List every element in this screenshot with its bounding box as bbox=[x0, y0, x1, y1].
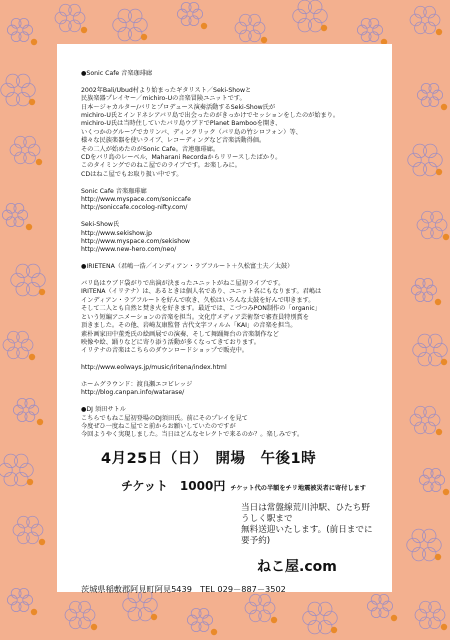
flower-icon bbox=[113, 9, 148, 41]
iriteana-line: 素朴画家田中董禿氏の絵画展での演奏、そして舞踊舞台の音楽制作など bbox=[81, 330, 279, 338]
sonic-name: Sonic Cafe 音楽珈琲廊 bbox=[81, 187, 147, 195]
dot-icon bbox=[331, 627, 337, 633]
flower-icon bbox=[417, 211, 449, 240]
flower-icon bbox=[177, 2, 207, 29]
iriteana-line: イリテナの音楽はこちらのダウンロードショップで販売中。 bbox=[81, 347, 248, 355]
flower-icon bbox=[357, 18, 387, 45]
sonic-line: michiro-U氏は当時住していたバリ島ウブドでPlanet Bambooを開き、 bbox=[81, 120, 282, 128]
dot-icon bbox=[29, 354, 35, 360]
sonic-cafe-section bbox=[81, 70, 378, 255]
flower-icon bbox=[293, 0, 328, 32]
home-ground-label: ホームグラウンド：渡良瀬エコビレッジ bbox=[81, 380, 193, 388]
flower-icon bbox=[410, 6, 442, 35]
sonic-line: CDはねこ屋でもお取り扱い中です。 bbox=[81, 170, 183, 178]
seki-link[interactable]: http://www.new-hero.com/neo/ bbox=[81, 246, 177, 254]
access-info bbox=[241, 503, 378, 547]
flower-icon bbox=[10, 136, 42, 165]
access-line: 当日は常盤線荒川沖駅、ひたち野うしく駅まで bbox=[241, 502, 370, 524]
sonic-line: 2002年Bali/Ubud村より始まったギタリスト／Seki-Showと bbox=[81, 86, 252, 94]
seki-name: Seki-Show氏 bbox=[81, 221, 120, 229]
seki-link[interactable]: http://www.myspace.com/sekishow bbox=[81, 238, 190, 246]
dot-icon bbox=[436, 429, 442, 435]
dot-icon bbox=[151, 614, 157, 620]
sonic-link[interactable]: http://soniccafe.cocolog-nifty.com/ bbox=[81, 204, 188, 212]
dj-line: 今度ぜひ一度ねこ屋でと前からお願いしていたのですが bbox=[81, 422, 236, 430]
dot-icon bbox=[321, 25, 327, 31]
flower-icon bbox=[65, 601, 97, 630]
dot-icon bbox=[391, 615, 397, 621]
flower-icon bbox=[11, 264, 46, 296]
flower-icon bbox=[303, 602, 338, 634]
access-line: 無料送迎いたします。(前日までに要予約) bbox=[241, 524, 373, 546]
dj-section bbox=[81, 406, 378, 440]
flower-icon bbox=[410, 406, 442, 435]
dot-icon bbox=[26, 224, 32, 230]
sonic-heading: ●Sonic Cafe 音楽珈琲廊 bbox=[81, 70, 153, 77]
flower-icon bbox=[415, 601, 447, 630]
flower-icon bbox=[245, 594, 277, 623]
sonic-line: 民族楽器プレイヤー／michiro-Uの音楽冒険ユニットです。 bbox=[81, 95, 246, 103]
flower-icon bbox=[235, 14, 267, 43]
dot-icon bbox=[201, 23, 207, 29]
sonic-line: 日本～ジャカルター/バリとプロデュース演奏活動するSeki-Show氏が bbox=[81, 103, 276, 111]
dot-icon bbox=[31, 39, 37, 45]
flower-icon bbox=[408, 144, 443, 176]
dj-line: こちらでもねこ屋初登場のDJ須田氏。前にそのプレイを見て bbox=[81, 414, 248, 422]
flower-icon bbox=[0, 454, 33, 486]
iriteana-link[interactable]: http://www.eolways.jp/music/iritena/index.html bbox=[81, 364, 227, 372]
flower-icon bbox=[367, 594, 397, 621]
sonic-line: いくつかのグループでカリンバ、ディンクリック（バリ島の竹シロフォン）等、 bbox=[81, 128, 302, 136]
iriteana-line: そして二人とも自然と焚き火を好きます。最近では、こづつみPON制作の「organic」 bbox=[81, 305, 321, 313]
sonic-line: 様々な民族楽器を使いライブ、レコーディングなど音楽活動得価。 bbox=[81, 137, 266, 145]
dot-icon bbox=[29, 99, 35, 105]
dot-icon bbox=[443, 489, 449, 495]
dot-icon bbox=[435, 554, 441, 560]
dot-icon bbox=[435, 299, 441, 305]
shop-address: 茨城県稲敷郡阿見町阿見5439 TEL 029－887－3502 bbox=[81, 583, 286, 594]
dot-icon bbox=[81, 27, 87, 33]
seki-link[interactable]: http://www.sekishow.jp bbox=[81, 229, 152, 237]
flower-icon bbox=[2, 203, 32, 230]
dot-icon bbox=[436, 169, 442, 175]
dot-icon bbox=[441, 359, 447, 365]
dot-icon bbox=[436, 29, 442, 35]
flower-icon bbox=[407, 529, 442, 561]
dot-icon bbox=[37, 419, 43, 425]
iriteana-line: IRITENA（イリテナ）は、あるときは個人名であり、ユニット名にもなります。君嶋は bbox=[81, 288, 322, 296]
dot-icon bbox=[211, 629, 217, 635]
iriteana-line: バリ島はウブド袋がりで出演が決まったユニットがねこ屋初ライブです。 bbox=[81, 280, 285, 288]
dot-icon bbox=[39, 539, 45, 545]
dj-heading: ●DJ 須田サトル bbox=[81, 406, 126, 414]
iriteana-section bbox=[81, 263, 378, 397]
dot-icon bbox=[441, 104, 447, 110]
dot-icon bbox=[31, 609, 37, 615]
shop-name: ねこ屋.com bbox=[257, 558, 337, 575]
sonic-link[interactable]: http://www.myspace.com/soniccafe bbox=[81, 196, 191, 204]
ticket-info bbox=[121, 475, 378, 494]
sonic-line: その二人が始めたのがSonic Cafe。音連珈琲廊。 bbox=[81, 145, 220, 153]
flower-icon bbox=[1, 74, 36, 106]
ticket-note: チケット代の半額をチリ地震被災者に寄付します bbox=[230, 484, 366, 492]
dot-icon bbox=[271, 617, 277, 623]
flower-icon bbox=[7, 18, 37, 45]
flower-icon bbox=[7, 588, 37, 615]
dot-icon bbox=[39, 289, 45, 295]
home-ground-link[interactable]: http://blog.canpan.info/watarase/ bbox=[81, 389, 185, 397]
iriteana-line: 頂きました。その他、岩崎友康監督 古代文字フィルム「KAI」の音楽を担当。 bbox=[81, 322, 297, 330]
dot-icon bbox=[441, 624, 447, 630]
flower-icon bbox=[413, 334, 448, 366]
iriteana-line: という短編アニメーションの音楽を担当。文化庁メディア芸術祭で審査員特別賞を bbox=[81, 313, 309, 321]
dot-icon bbox=[261, 37, 267, 43]
flower-icon bbox=[187, 608, 217, 635]
flower-icon bbox=[13, 516, 45, 545]
iriteana-heading: ●IRIETENA（君嶋一浩／インディアン・ラブフルート＋久松富士夫／太鼓） bbox=[81, 263, 294, 271]
dot-icon bbox=[91, 624, 97, 630]
flower-icon bbox=[411, 278, 441, 305]
dj-line: 今回ようやく実現しました。当日はどんなセレクトで来るのか？。楽しみです。 bbox=[81, 431, 304, 439]
event-date: 4月25日（日） 開場 午後1時 bbox=[101, 450, 317, 467]
sonic-line: michiro-U氏とインドネシアバリ島で出会ったのがきっかけでセッションをしたのが始まり。 bbox=[81, 112, 340, 120]
dot-icon bbox=[27, 479, 33, 485]
flower-icon bbox=[3, 331, 35, 360]
ticket-price: チケット 1000円 bbox=[121, 478, 226, 493]
flower-icon bbox=[13, 398, 43, 425]
sonic-line: このタイミングでのねこ屋でのライブです。お楽しみに。 bbox=[81, 162, 241, 170]
flyer-panel bbox=[57, 44, 392, 592]
dot-icon bbox=[443, 234, 449, 240]
flower-icon bbox=[417, 83, 447, 110]
iriteana-line: インディアン・ラブフルートを好んで吹き、久松はいろんな太鼓を好んで叩きます。 bbox=[81, 296, 315, 304]
sonic-line: CDをバリ島のレーベル、Maharani Recordaからリリースしたばかり。 bbox=[81, 154, 282, 162]
iriteana-line: 映像や絵、踊りなどに寄り添う活動が多くなってきております。 bbox=[81, 338, 260, 346]
flower-icon bbox=[55, 4, 87, 33]
flower-icon bbox=[419, 468, 449, 495]
dot-icon bbox=[141, 34, 147, 40]
dot-icon bbox=[36, 159, 42, 165]
